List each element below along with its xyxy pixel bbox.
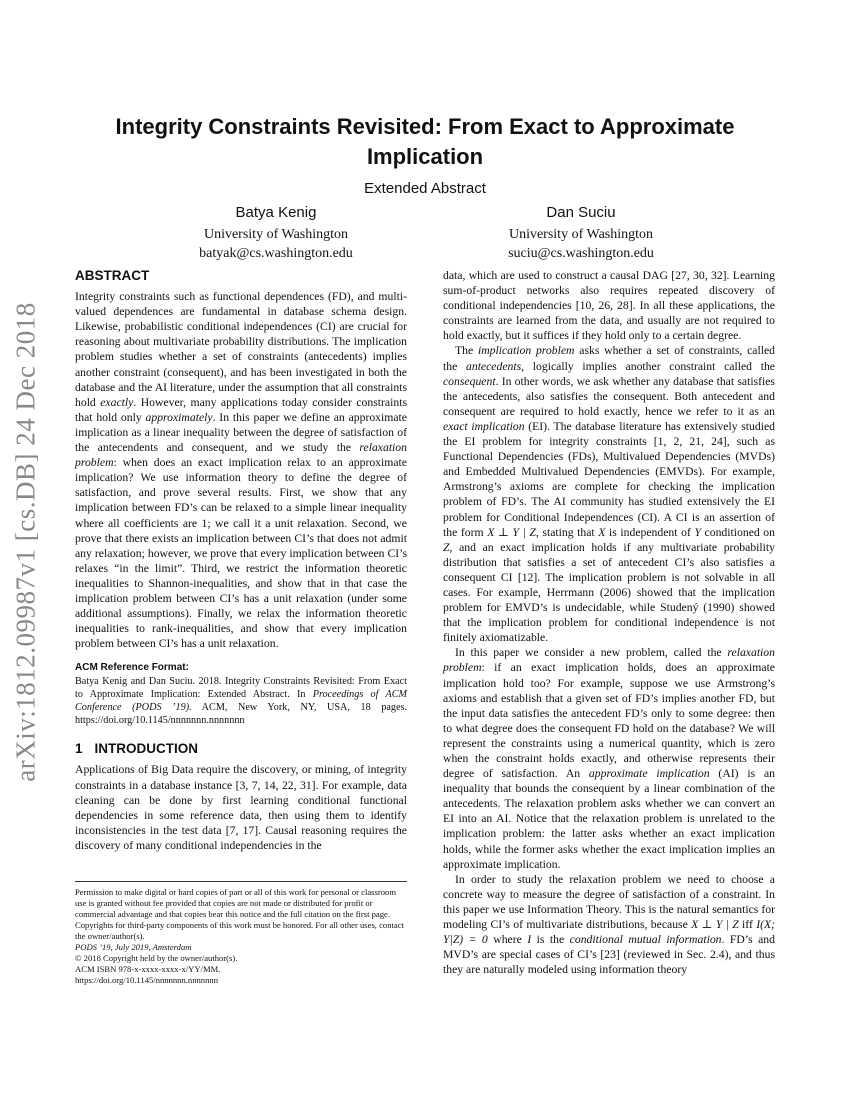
venue: PODS ’19, July 2019, Amsterdam	[75, 942, 192, 952]
paragraph: In order to study the relaxation problem we need to choose a concrete way to measure the degree of satisfaction of a constraint. In this paper we use Information Theory. This is the natural semantics for modeling CI’s of multivariate distributions, because X ⊥ Y | Z iff I(X; Y|Z) = 0 where I is the conditional mutual information. FD’s and MVD’s are special cases of CI’s [23] (reviewed in Sec. 2.4), and thus they are naturally modeled using information theory	[443, 872, 776, 977]
title-block	[75, 112, 775, 197]
author-email: suciu@cs.washington.edu	[508, 246, 654, 261]
footnote-rule	[75, 881, 407, 882]
author-2	[416, 203, 746, 263]
title-line-2: Implication	[366, 144, 484, 169]
abstract-text: Integrity constraints such as functional dependences (FD), and multi-valued dependences are fundamental in database schema design. Likewise, probabilistic conditional independences (CI) are crucial for reasoning about multivariate probability distributions. The implication problem studies whether a set of constraints (antecedents) implies another constraint (consequent), and has been investigated in both the database and the AI literature, under the assumption that all constraints hold exactly. However, many applications today consider constraints that hold only approximately. In this paper we define an approximate implication as a linear inequality between the degree of satisfaction of the antecendents and consequent, and we study the relaxation problem: when does an exact implication relax to an approximate implication? We use information theory to define the degree of satisfaction, and prove several results. First, we show that any implication between FD’s can be relaxed to a simple linear inequality where all coefficients are 1; we call it a unit relaxation. Second, we prove that there exists an implication between CI’s that does not admit any relaxation; however, we prove that every implication between CI’s relaxes “in the limit”. Third, we restrict the information theoretic inequalities to Shannon-inequalities, and show that in that case the implication problem between CI’s has a unit relaxation (under some additional assumptions). Finally, we relax the information theoretic inequalities to rank-inequalities, and show that every implication problem between CI’s has a unit relaxation.	[75, 290, 407, 651]
paragraph: data, which are used to construct a causal DAG [27, 30, 32]. Learning sum-of-product networks also requires repeated discovery of conditional independencies [10, 26, 28]. In all these applications, the constraints are learned from the data, and usually are not required to hold exactly, but it suffices if they hold only to a certain degree.	[443, 269, 775, 343]
arxiv-id: arXiv:1812.09987v1 [cs.DB] 24 Dec 2018	[10, 302, 41, 782]
introduction-heading: 1 INTRODUCTION	[75, 741, 199, 757]
paper-title	[75, 112, 775, 172]
author-name: Batya Kenig	[235, 204, 317, 221]
author-email: batyak@cs.washington.edu	[199, 246, 353, 261]
acm-reference-heading: ACM Reference Format:	[75, 662, 189, 674]
paragraph: The implication problem asks whether a set of constraints, called the antecedents, logically implies another constraint called the consequent. In other words, we ask whether any database that satisfies the antecedents, also satisfies the consequent. Both antecedent and consequent are required to hold exactly, hence we refer to it as an exact implication (EI). The database literature has extensively studied the EI problem for integrity constraints [1, 2, 21, 24], such as Functional Dependencies (FDs), Multivalued Dependencies (MVDs) and Embedded Multivalued Dependencies (EMVDs). For example, Armstrong’s axioms are complete for checking the implication problem of FD’s. The AI community has studied extensively the EI problem for Conditional Independences (CI). A CI is an assertion of the form X ⊥ Y | Z, stating that X is independent of Y conditioned on Z, and an exact implication holds if any multivariate probability distribution that satisfies a set of antecedent CI’s also satisfies a consequent CI [12]. The implication problem is not solvable in all cases. For example, Herrmann (2006) showed that the implication problem for EMVD’s is undecidable, while Studený (1990) showed that the implication problem for conditional independence is not finitely axiomatizable.	[443, 344, 776, 645]
paragraph: In this paper we consider a new problem, called the relaxation problem: if an exact implication holds, does an approximate implication hold too? For example, suppose we use Armstrong’s axioms and establish that a given set of FD’s implies another FD, but the input data satisfies the antecedent FD’s only to some degree: then to what degree does the consequent FD hold on the database? We will represent the constraints using a numerical quantity, which is zero when the constraint holds exactly, and otherwise represents their degree of satisfaction. An approximate implication (AI) is an inequality that bounds the consequent by a linear combination of the antecedents. The relaxation problem asks whether we can convert an EI into an AI. Notice that the relaxation problem is unrelated to the implication problem: the latter asks whether an exact implication holds, while the former asks whether the exact implication implies an approximate implication.	[443, 646, 775, 871]
author-affiliation: University of Washington	[508, 227, 654, 242]
right-column	[443, 268, 775, 977]
permission-text: Permission to make digital or hard copies of part or all of this work for personal or classroom use is granted without fee provided that copies are not made or distributed for profit or commercial advantage and that copies bear this notice and the full citation on the first page. Copyrights for third-party components of this work must be honored. For all other uses, contact the owner/author(s).	[75, 887, 404, 941]
author-1	[111, 203, 441, 263]
acm-reference-format: ACM Reference Format: Batya Kenig and Dan Suciu. 2018. Integrity Constraints Revisited: From Exact to Approximate Implication: Extended Abstract. In Proceedings of ACM Conference (PODS ’19). ACM, New York, NY, USA, 18 pages. https://doi.org/10.1145/nnnnnnn.nnnnnnn	[75, 662, 407, 727]
title-line-1: Integrity Constraints Revisited: From Exact to Approximate	[115, 114, 735, 139]
paper-subtitle: Extended Abstract	[364, 180, 486, 197]
doi-link[interactable]: https://doi.org/10.1145/nnnnnnn.nnnnnnn	[75, 975, 218, 985]
introduction-text: Applications of Big Data require the discovery, or mining, of integrity constraints in a database instance [3, 7, 14, 22, 31]. For example, data cleaning can be done by first learning conditional functional dependencies in some reference data, then using them to identify inconsistencies in the test data [7, 17]. Causal reasoning requires the discovery of many conditional independencies in the	[75, 763, 407, 852]
author-affiliation: University of Washington	[203, 227, 349, 242]
abstract-heading: ABSTRACT	[75, 268, 150, 283]
author-name: Dan Suciu	[546, 204, 616, 221]
left-column	[75, 268, 407, 853]
isbn: ACM ISBN 978-x-xxxx-xxxx-x/YY/MM.	[75, 964, 221, 974]
copyright: © 2018 Copyright held by the owner/author(s).	[75, 953, 238, 963]
arxiv-stamp	[6, 292, 46, 792]
copyright-footnote	[75, 881, 407, 986]
